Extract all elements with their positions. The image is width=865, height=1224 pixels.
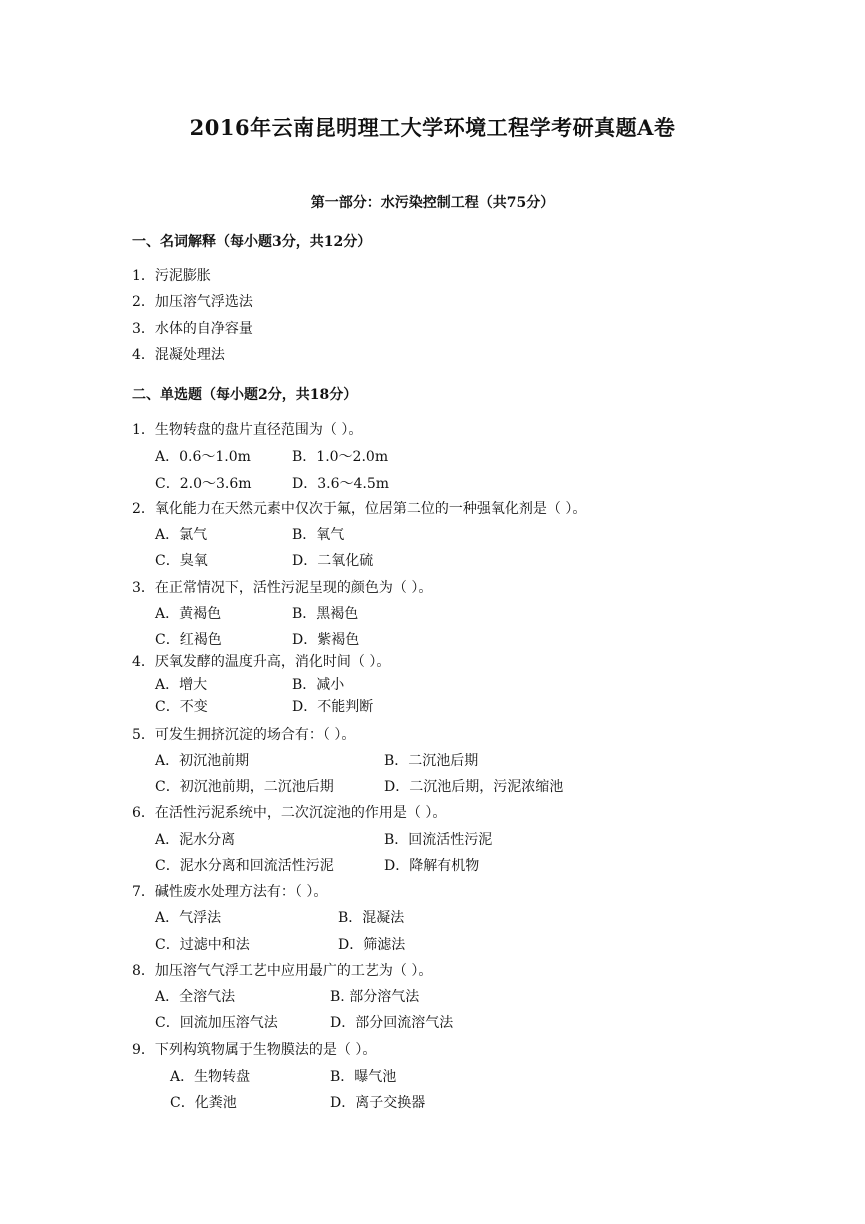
question-option: B．黑褐色 <box>292 606 359 622</box>
question-option: B．混凝法 <box>338 910 405 926</box>
question-option: B．曝气池 <box>330 1069 397 1085</box>
question-option: B．1.0～2.0m <box>292 449 389 465</box>
question-option: D．不能判断 <box>292 699 374 715</box>
question-option: C．泥水分离和回流活性污泥 <box>155 858 334 874</box>
question-option: A．全溶气法 <box>155 989 236 1005</box>
question-stem: 5．可发生拥挤沉淀的场合有：（ ）。 <box>132 727 356 743</box>
question-option: D．离子交换器 <box>330 1095 426 1111</box>
section-heading-single-choice: 二、单选题（每小题2分，共18分） <box>132 387 358 403</box>
question-stem: 1．生物转盘的盘片直径范围为（ ）。 <box>132 422 363 438</box>
question-option: C．不变 <box>155 699 208 715</box>
question-option: C．臭氧 <box>155 553 208 569</box>
question-option: A．增大 <box>155 677 208 693</box>
question-option: C．红褐色 <box>155 632 222 648</box>
term-item: 3．水体的自净容量 <box>132 321 253 337</box>
question-option: C．初沉池前期，二沉池后期 <box>155 779 334 795</box>
term-item: 1．污泥膨胀 <box>132 268 211 284</box>
question-stem: 2．氧化能力在天然元素中仅次于氟，位居第二位的一种强氧化剂是（ ）。 <box>132 501 587 517</box>
question-option: D．筛滤法 <box>338 937 406 953</box>
question-stem: 6．在活性污泥系统中，二次沉淀池的作用是（ ）。 <box>132 805 447 821</box>
question-stem: 9．下列构筑物属于生物膜法的是（ ）。 <box>132 1042 377 1058</box>
question-option: A．生物转盘 <box>170 1069 251 1085</box>
question-option: C．2.0～3.6m <box>155 476 252 492</box>
page-title: 2016年云南昆明理工大学环境工程学考研真题A卷 <box>189 115 676 140</box>
question-option: A．泥水分离 <box>155 832 236 848</box>
question-option: C．回流加压溶气法 <box>155 1015 278 1031</box>
question-stem: 4．厌氧发酵的温度升高，消化时间（ ）。 <box>132 654 391 670</box>
question-option: B．二沉池后期 <box>384 753 479 769</box>
term-item: 4．混凝处理法 <box>132 347 225 363</box>
question-option: D．部分回流溶气法 <box>330 1015 454 1031</box>
question-option: A．黄褐色 <box>155 606 222 622</box>
question-option: D．二氧化硫 <box>292 553 374 569</box>
question-option: A．0.6～1.0m <box>155 449 251 465</box>
part-title: 第一部分：水污染控制工程（共75分） <box>310 195 555 211</box>
question-stem: 8．加压溶气气浮工艺中应用最广的工艺为（ ）。 <box>132 963 433 979</box>
question-option: D．紫褐色 <box>292 632 360 648</box>
question-option: A．气浮法 <box>155 910 222 926</box>
question-option: C．化粪池 <box>170 1095 237 1111</box>
question-option: C．过滤中和法 <box>155 937 250 953</box>
question-option: D．降解有机物 <box>384 858 480 874</box>
question-option: B．减小 <box>292 677 345 693</box>
section-heading-terms: 一、名词解释（每小题3分，共12分） <box>132 234 372 250</box>
question-option: B．氧气 <box>292 527 345 543</box>
question-option: A．氯气 <box>155 527 208 543</box>
question-stem: 7．碱性废水处理方法有：（ ）。 <box>132 884 328 900</box>
question-option: B．回流活性污泥 <box>384 832 493 848</box>
question-option: A．初沉池前期 <box>155 753 250 769</box>
question-stem: 3．在正常情况下，活性污泥呈现的颜色为（ ）。 <box>132 580 433 596</box>
question-option: D．二沉池后期，污泥浓缩池 <box>384 779 564 795</box>
term-item: 2．加压溶气浮选法 <box>132 294 253 310</box>
question-option: B. 部分溶气法 <box>330 989 420 1005</box>
question-option: D．3.6～4.5m <box>292 476 390 492</box>
